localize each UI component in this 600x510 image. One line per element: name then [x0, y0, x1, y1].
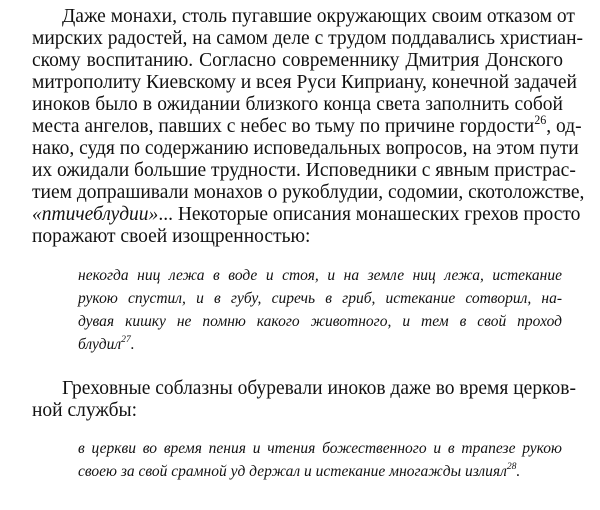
paragraph-line: иноков было в ожидании близкого конца света заполнить собой	[32, 94, 563, 115]
paragraph-line: поражают своей изощренностью:	[32, 226, 311, 247]
paragraph-line-tail: , од-	[546, 116, 582, 137]
paragraph-line	[32, 112, 582, 138]
quote-line	[78, 462, 562, 481]
quote-line: рукою спустил, и в губу, сиречь в гриб, истекание сотворил, на-	[78, 290, 562, 307]
paragraph-line: Даже монахи, столь пугавшие окружающих своим отказом от	[62, 6, 575, 27]
paragraph-line: Греховные соблазны обуревали иноков даже во время церков-	[62, 378, 576, 399]
paragraph-line-tail: ... Некоторые описания монашеских грехов просто	[158, 204, 581, 225]
quote-line-text: блудил	[78, 336, 122, 353]
paragraph-line: нако, судя по содержанию исповедальных вопросов, на этом пути	[32, 138, 579, 159]
quote-line: в церкви во время пения и чтения божественного и в трапезе рукою	[78, 440, 562, 457]
footnote-ref: 28	[506, 461, 517, 473]
quote-line	[78, 335, 562, 354]
italic-term: «птичеблудии»	[32, 204, 159, 225]
footnote-ref: 26	[534, 112, 547, 127]
quote-line-tail: .	[516, 463, 521, 480]
paragraph-line	[32, 204, 581, 226]
quote-line-text: своею за свой срамной уд держал и истекание многажды излиял	[78, 463, 507, 480]
quote-line: дувая кишку не помню какого животного, и тем в свой проход	[78, 313, 562, 330]
footnote-ref: 27	[121, 334, 131, 346]
quote-line-tail: .	[130, 336, 135, 353]
paragraph-line: тием допрашивали монахов о рукоблудии, содомии, скотоложстве,	[32, 182, 585, 203]
quote-line: некогда ниц лежа в воде и стоя, и на земле ниц лежа, истекание	[78, 267, 562, 284]
paragraph-line: мирских радостей, на самом деле с трудом поддавались христиан-	[32, 28, 584, 49]
paragraph-line: митрополиту Киевскому и всея Руси Киприану, конечной задачей	[32, 72, 577, 93]
paragraph-line-text: места ангелов, павших с небес во тьму по причине гордости	[32, 116, 535, 137]
paragraph-line: их ожидали большие трудности. Исповедники с явным пристрас-	[32, 160, 576, 181]
paragraph-line: ной службы:	[32, 400, 138, 421]
paragraph-line: скому воспитанию. Согласно современнику Дмитрия Донского	[32, 50, 563, 71]
